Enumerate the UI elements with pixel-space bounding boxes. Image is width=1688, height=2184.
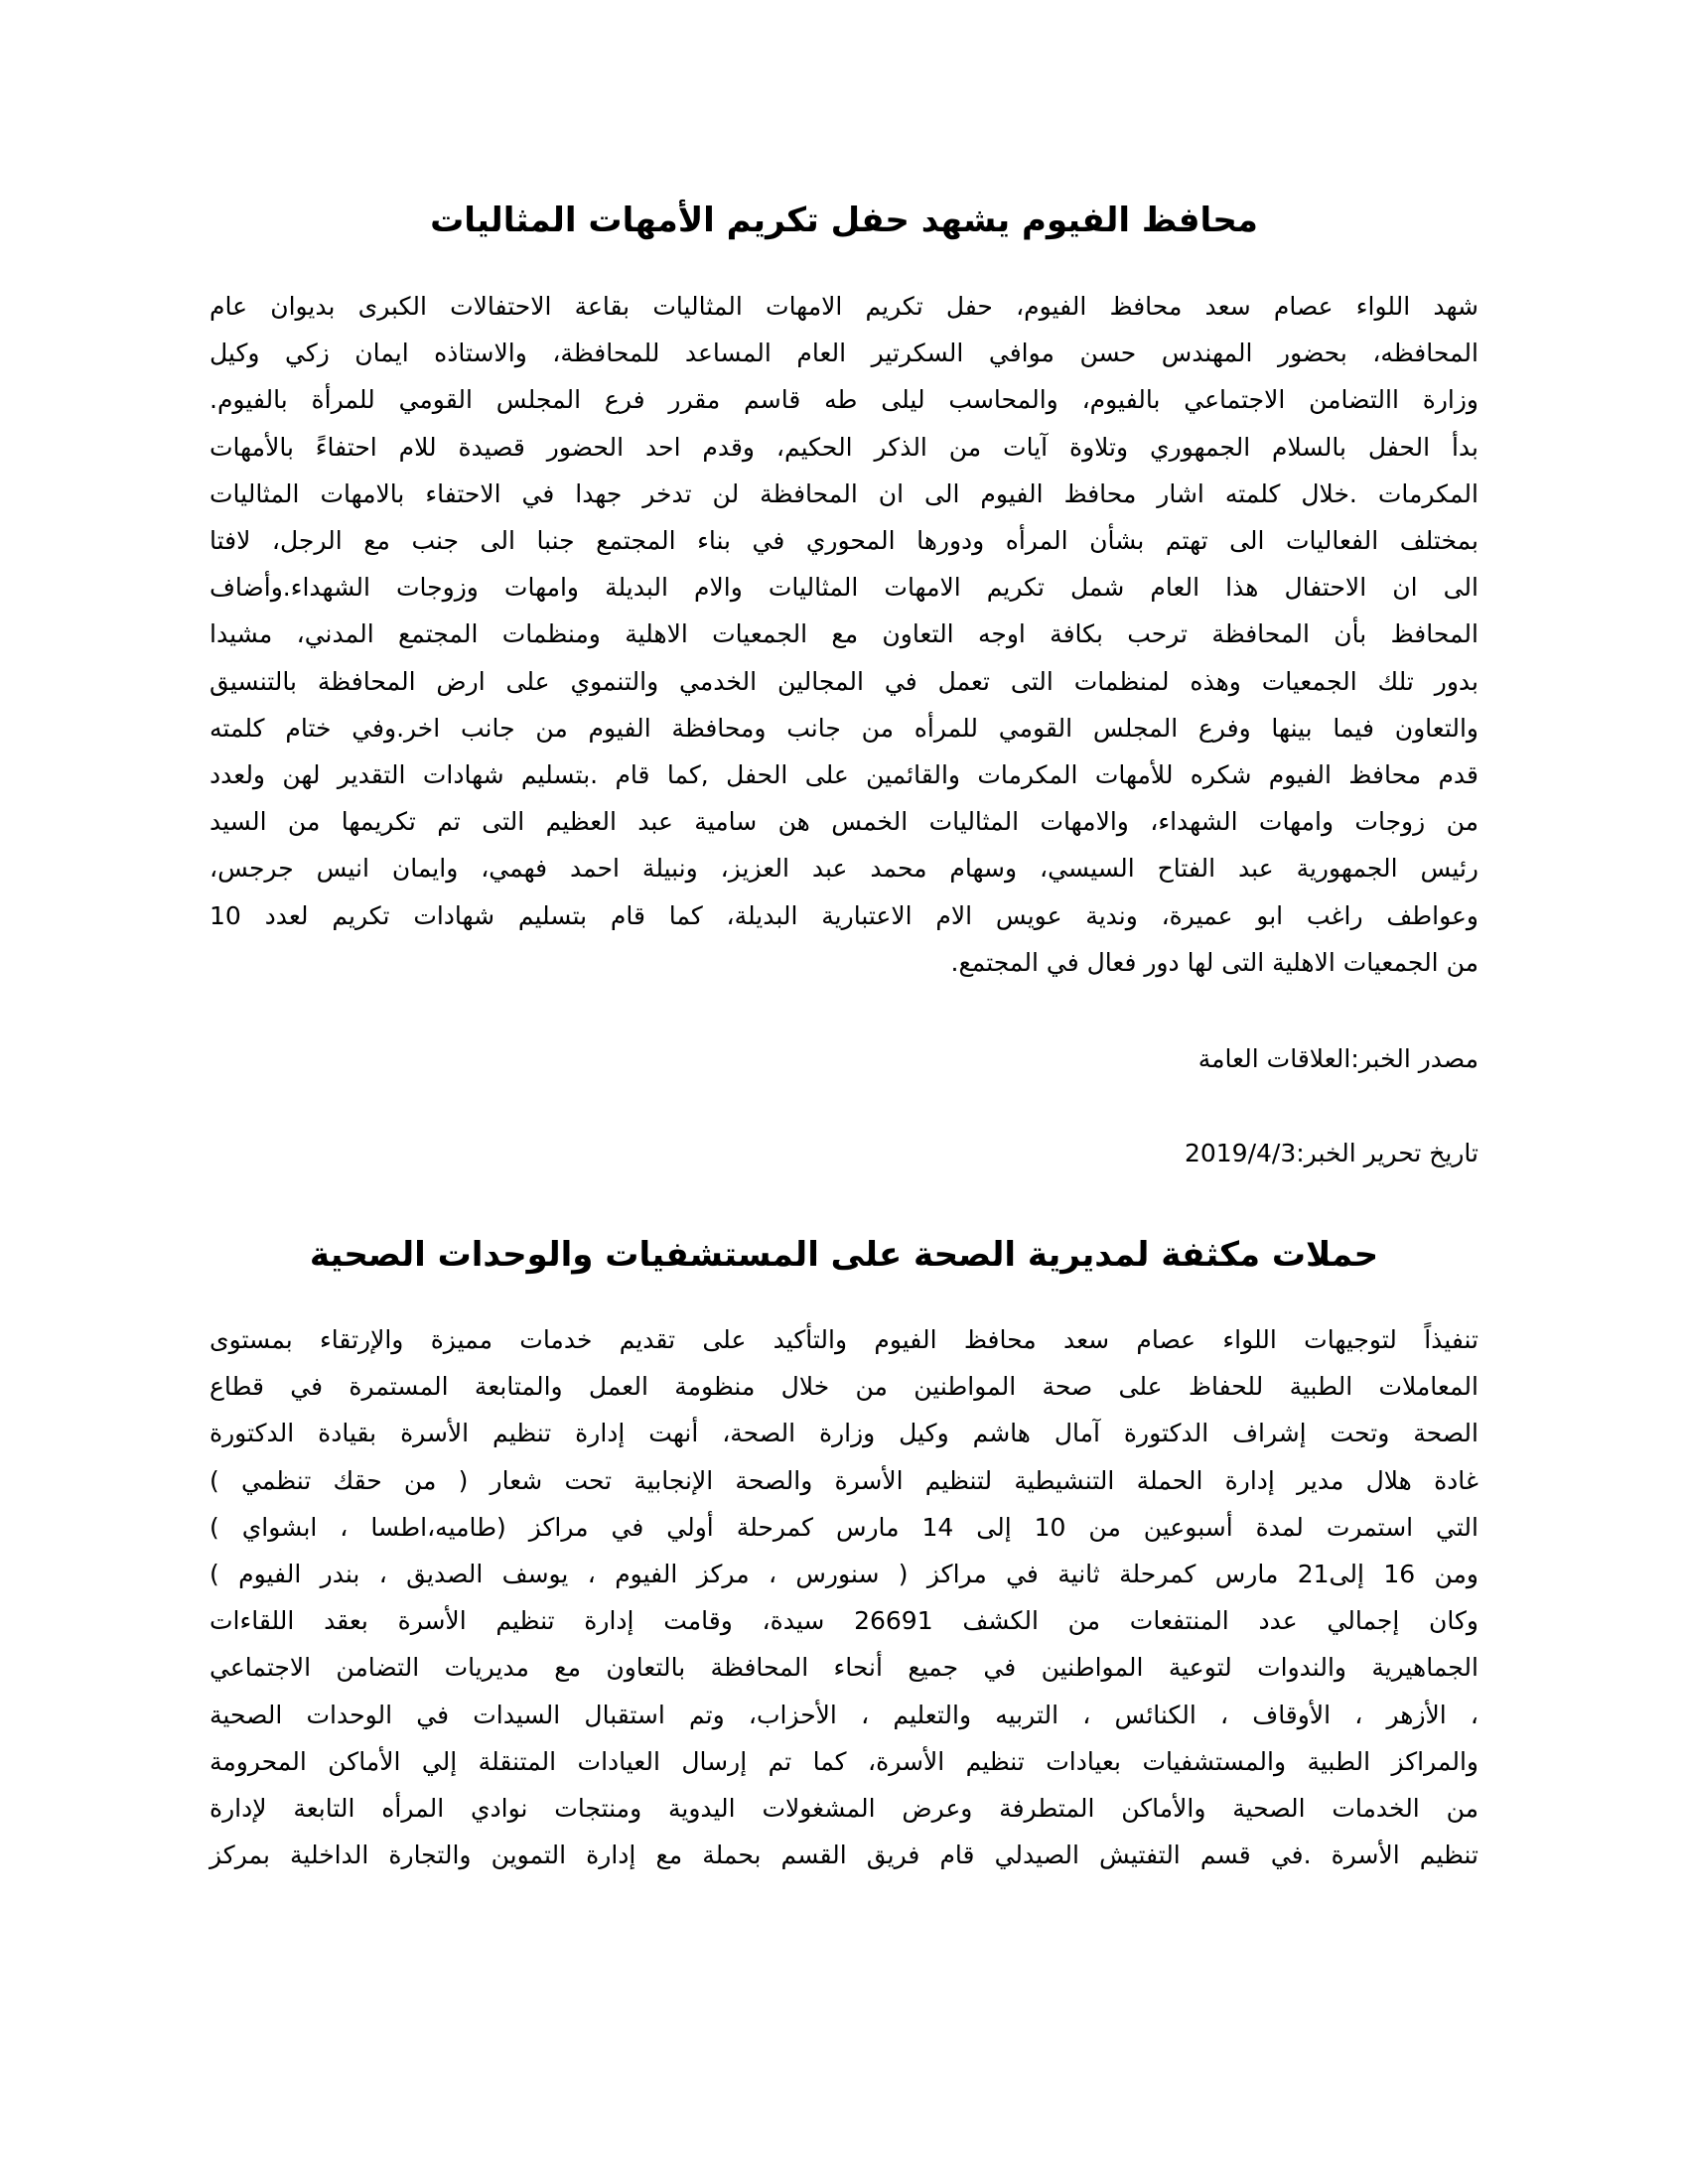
paragraph-line: من الخدمات الصحية والأماكن المتطرفة وعرض المشغولات اليدوية ومنتجات نوادي المرأه التابعة لإدارة: [210, 1794, 1478, 1824]
paragraph-line: قدم محافظ الفيوم شكره للأمهات المكرمات والقائمين على الحفل ,كما قام .بتسليم شهادات التقدير لهن ولعدد: [210, 760, 1478, 790]
paragraph-line: بدور تلك الجمعيات وهذه لمنظمات التى تعمل في المجالين الخدمي والتنموي على ارض المحافظة بالتنسيق: [210, 666, 1478, 696]
news-source: مصدر الخبر:العلاقات العامة: [1197, 1044, 1478, 1073]
paragraph-line: شهد اللواء عصام سعد محافظ الفيوم، حفل تكريم الامهات المثاليات بقاعة الاحتفالات الكبرى بديوان عام: [210, 292, 1478, 321]
paragraph-line: من الجمعيات الاهلية التى لها دور فعال في المجتمع.: [950, 947, 1478, 977]
article-title: حملات مكثفة لمديرية الصحة على المستشفيات والوحدات الصحية: [309, 1235, 1379, 1275]
paragraph-line: غادة هلال مدير إدارة الحملة التنشيطية لتنظيم الأسرة والصحة الإنجابية تحت شعار ( من حقك تنظمي ): [210, 1465, 1478, 1495]
paragraph-line: الجماهيرية والندوات لتوعية المواطنين في جميع أنحاء المحافظة بالتعاون مع مديريات التضامن الاجتماعي: [210, 1653, 1478, 1683]
paragraph-line: المعاملات الطبية للحفاظ على صحة المواطنين من خلال منظومة العمل والمتابعة المستمرة في قطاع: [210, 1372, 1478, 1402]
paragraph-line: بمختلف الفعاليات الى تهتم بشأن المرأه ودورها المحوري في بناء المجتمع جنبا الى جنب مع الرجل، لافتا: [210, 526, 1478, 556]
news-date: تاريخ تحرير الخبر:2019/4/3: [1184, 1139, 1478, 1167]
paragraph-line: وكان إجمالي عدد المنتفعات من الكشف 26691 سيدة، وقامت إدارة تنظيم الأسرة بعقد اللقاءات: [210, 1606, 1479, 1636]
article-title: محافظ الفيوم يشهد حفل تكريم الأمهات المثاليات: [430, 201, 1258, 240]
paragraph-line: تنفيذاً لتوجيهات اللواء عصام سعد محافظ الفيوم والتأكيد على تقديم خدمات مميزة والإرتقاء بمستوى: [210, 1325, 1478, 1354]
paragraph-line: وزارة االتضامن الاجتماعي بالفيوم، والمحاسب ليلى طه قاسم مقرر فرع المجلس القومي للمرأة بالفيوم.: [210, 385, 1478, 415]
paragraph-line: وعواطف راغب ابو عميرة، وندية عويس الام الاعتبارية البديلة، كما قام بتسليم شهادات تكريم لعدد 10: [210, 900, 1478, 930]
paragraph-line: من زوجات وامهات الشهداء، والامهات المثاليات الخمس هن سامية عبد العظيم التى تم تكريمها من السيد: [210, 807, 1478, 837]
paragraph-line: بدأ الحفل بالسلام الجمهوري وتلاوة آيات من الذكر الحكيم، وقدم احد الحضور قصيدة للام احتفاءً بالأمهات: [210, 432, 1478, 462]
paragraph-line: الى ان الاحتفال هذا العام شمل تكريم الامهات المثاليات والام البديلة وامهات وزوجات الشهداء.وأضاف: [210, 573, 1478, 603]
paragraph-line: تنظيم الأسرة .في قسم التفتيش الصيدلي قام فريق القسم بحملة مع إدارة التموين والتجارة الداخلية بمركز: [210, 1841, 1478, 1870]
paragraph-line: والمراكز الطبية والمستشفيات بعيادات تنظيم الأسرة، كما تم إرسال العيادات المتنقلة إلي الأماكن المحرومة: [210, 1746, 1478, 1776]
paragraph-line: المحافظ بأن المحافظة ترحب بكافة اوجه التعاون مع الجمعيات الاهلية ومنظمات المجتمع المدني، مشيدا: [210, 619, 1478, 649]
paragraph-line: المكرمات .خلال كلمته اشار محافظ الفيوم الى ان المحافظة لن تدخر جهدا في الاحتفاء بالامهات المثاليات: [210, 478, 1478, 508]
paragraph-line: الصحة وتحت إشراف الدكتورة آمال هاشم وكيل وزارة الصحة، أنهت إدارة تنظيم الأسرة بقيادة الدكتورة: [210, 1419, 1478, 1448]
paragraph-line: ومن 16 إلى21 مارس كمرحلة ثانية في مراكز ( سنورس ، مركز الفيوم ، يوسف الصديق ، بندر الفيوم ): [210, 1560, 1478, 1589]
paragraph-line: المحافظه، بحضور المهندس حسن موافي السكرتير العام المساعد للمحافظة، والاستاذه ايمان زكي وكيل: [210, 339, 1478, 368]
paragraph-line: رئيس الجمهورية عبد الفتاح السيسي، وسهام محمد عبد العزيز، ونبيلة احمد فهمي، وايمان انيس جرجس،: [210, 854, 1478, 884]
paragraph-line: ، الأزهر ، الأوقاف ، الكنائس ، التربيه والتعليم ، الأحزاب، وتم استقبال السيدات في الوحدات الصحية: [210, 1700, 1478, 1729]
paragraph-line: والتعاون فيما بينها وفرع المجلس القومي للمرأه من جانب ومحافظة الفيوم من جانب اخر.وفي ختام كلمته: [210, 713, 1478, 743]
article-body: [210, 283, 1478, 986]
paragraph-line: التي استمرت لمدة أسبوعين من 10 إلى 14 مارس كمرحلة أولي في مراكز (طاميه،اطسا ، ابشواي ): [210, 1512, 1478, 1542]
article-body: [210, 1316, 1478, 1878]
